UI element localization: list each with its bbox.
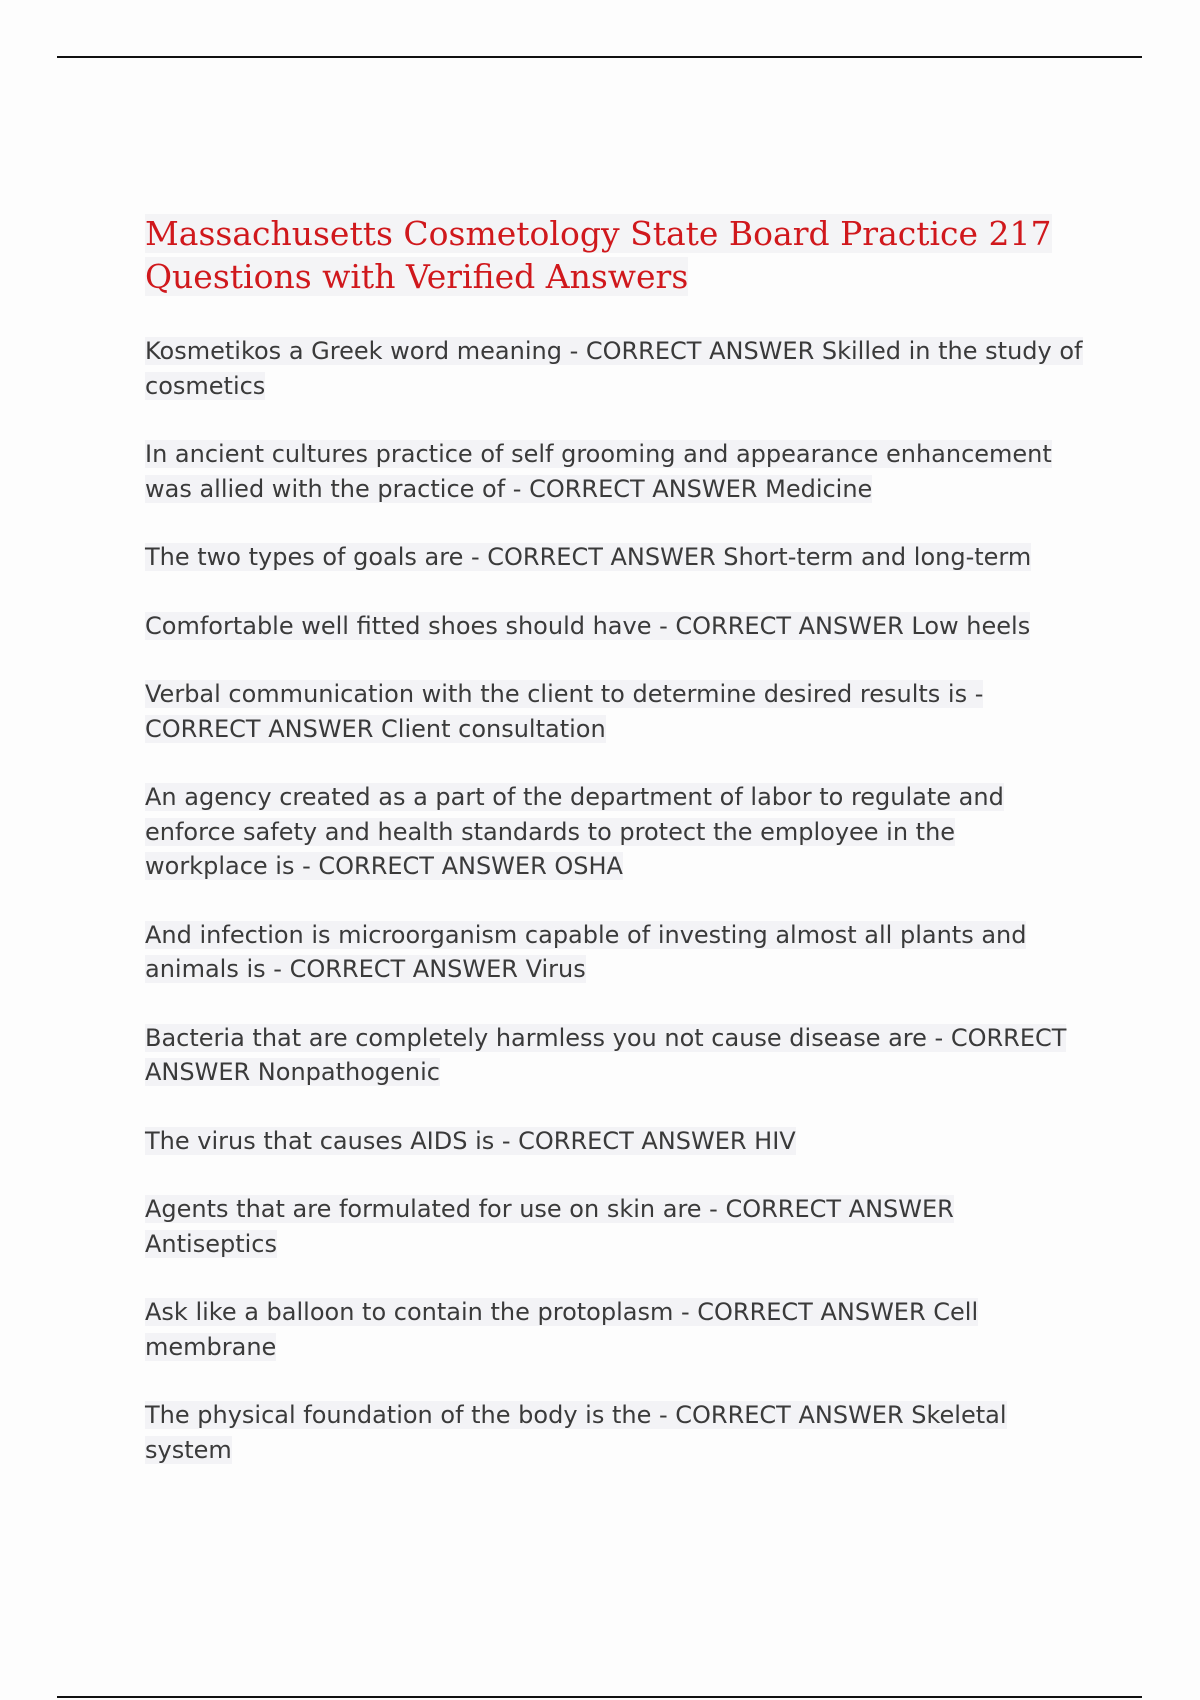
qa-item bbox=[145, 609, 1085, 644]
qa-item bbox=[145, 677, 1085, 746]
qa-item bbox=[145, 540, 1085, 575]
qa-item-text: The virus that causes AIDS is - CORRECT ANSWER HIV bbox=[145, 1126, 796, 1155]
qa-item bbox=[145, 1021, 1085, 1090]
qa-item-text: Ask like a balloon to contain the protoplasm - CORRECT ANSWER Cell membrane bbox=[145, 1298, 979, 1361]
qa-item-text: The two types of goals are - CORRECT ANSWER Short-term and long-term bbox=[145, 543, 1032, 571]
qa-item bbox=[145, 1398, 1085, 1467]
qa-item-text: Verbal communication with the client to determine desired results is - CORRECT ANSWER Client consultation bbox=[145, 680, 984, 743]
qa-item-text: Agents that are formulated for use on skin are - CORRECT ANSWER Antiseptics bbox=[145, 1195, 954, 1258]
qa-item bbox=[145, 780, 1085, 884]
qa-item-text: The physical foundation of the body is the - CORRECT ANSWER Skeletal system bbox=[145, 1401, 1007, 1464]
top-rule bbox=[57, 56, 1142, 58]
qa-item bbox=[145, 334, 1085, 403]
qa-item bbox=[145, 437, 1085, 506]
document-title-text: Massachusetts Cosmetology State Board Practice 217 Questions with Verified Answers bbox=[145, 214, 1052, 296]
qa-item-text: Comfortable well fitted shoes should have - CORRECT ANSWER Low heels bbox=[145, 611, 1031, 640]
qa-item bbox=[145, 1192, 1085, 1261]
qa-item-text: Kosmetikos a Greek word meaning - CORRECT ANSWER Skilled in the study of cosmetics bbox=[145, 337, 1083, 400]
document-content bbox=[145, 212, 1085, 1501]
qa-item-text: An agency created as a part of the department of labor to regulate and enforce safety and health standards to protect the employee in the workplace is - CORRECT ANSWER OSHA bbox=[145, 783, 1004, 880]
bottom-rule bbox=[57, 1696, 1142, 1698]
qa-item-text: And infection is microorganism capable of investing almost all plants and animals is - CORRECT ANSWER Virus bbox=[145, 920, 1027, 983]
qa-item bbox=[145, 918, 1085, 987]
qa-item bbox=[145, 1295, 1085, 1364]
qa-item bbox=[145, 1124, 1085, 1159]
qa-list bbox=[145, 334, 1085, 1467]
qa-item-text: Bacteria that are completely harmless you not cause disease are - CORRECT ANSWER Nonpathogenic bbox=[145, 1023, 1067, 1086]
document-title bbox=[145, 212, 1085, 298]
qa-item-text: In ancient cultures practice of self grooming and appearance enhancement was allied with the practice of - CORRECT ANSWER Medicine bbox=[145, 440, 1052, 503]
